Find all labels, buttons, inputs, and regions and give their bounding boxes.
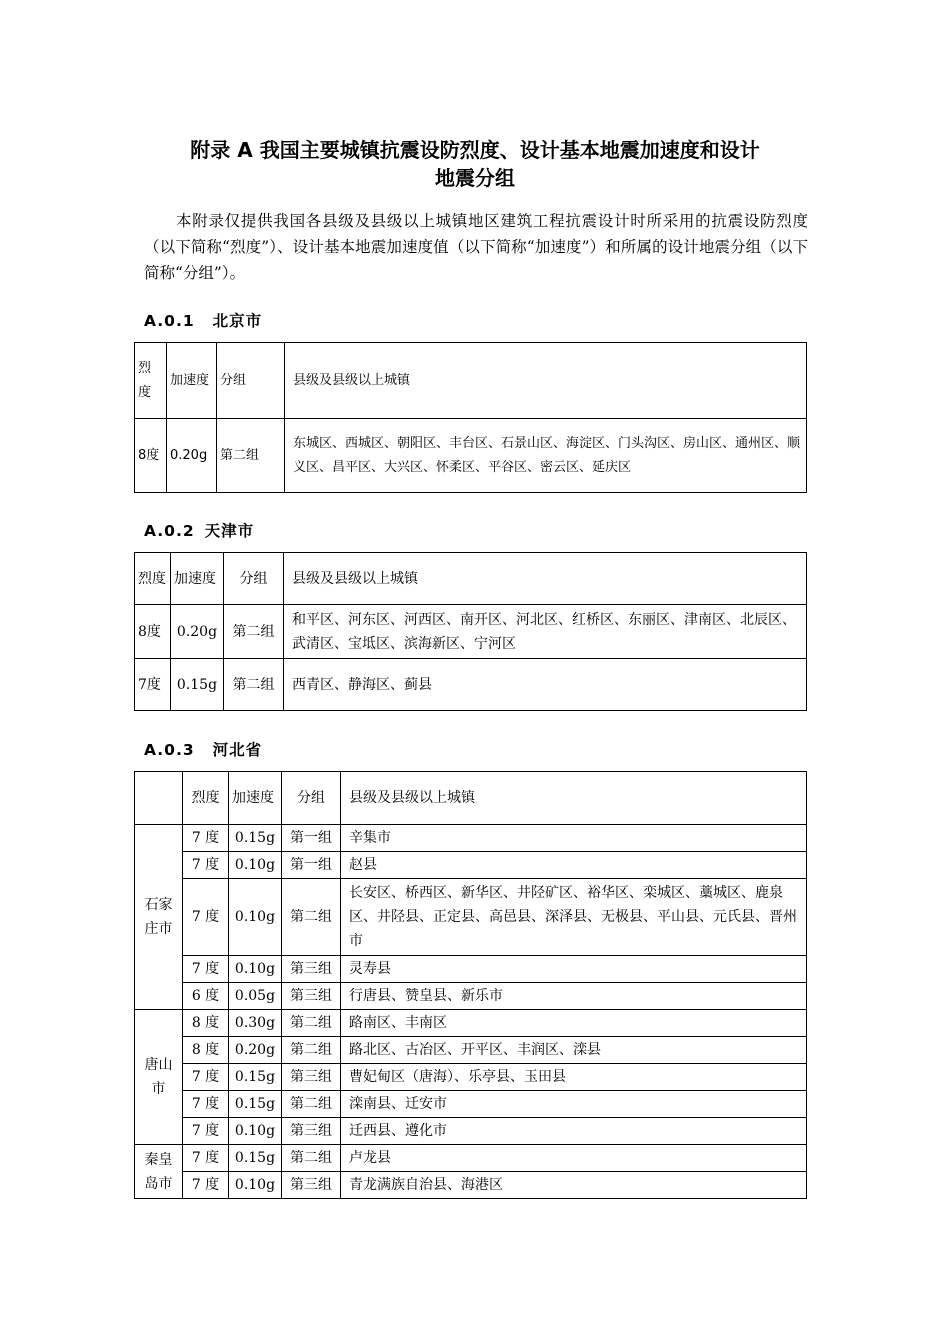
appendix-title-line-1: 附录 A 我国主要城镇抗震设防烈度、设计基本地震加速度和设计 [190,138,760,162]
cell-towns: 赵县 [341,852,807,879]
cell-towns: 卢龙县 [341,1145,807,1172]
cell-city: 唐山市 [135,1010,183,1145]
cell-group: 第三组 [282,956,341,983]
cell-towns: 滦南县、迁安市 [341,1091,807,1118]
section-name: 北京市 [212,312,263,330]
table-row [135,1145,807,1172]
cell-group: 第一组 [282,825,341,852]
section-number: A.0.2 [144,522,195,540]
cell-acceleration: 0.20g [229,1037,282,1064]
cell-intensity: 8度 [135,605,171,659]
cell-group: 第三组 [282,983,341,1010]
header-intensity: 烈度 [135,343,167,419]
cell-intensity: 7 度 [183,879,229,956]
header-group: 分组 [217,343,285,419]
table-tianjin [134,552,807,711]
cell-acceleration: 0.15g [229,1064,282,1091]
cell-intensity: 6 度 [183,983,229,1010]
cell-acceleration: 0.10g [229,1118,282,1145]
cell-acceleration: 0.20g [171,605,224,659]
cell-intensity: 7 度 [183,1064,229,1091]
section-heading-hebei [144,738,262,760]
table-row [135,659,807,711]
cell-towns: 东城区、西城区、朝阳区、丰台区、石景山区、海淀区、门头沟区、房山区、通州区、顺义区、昌平区、大兴区、怀柔区、平谷区、密云区、延庆区 [285,419,807,493]
section-name: 河北省 [212,741,263,759]
table-row [135,1172,807,1199]
section-heading-tianjin [144,519,254,541]
cell-group: 第二组 [282,1037,341,1064]
cell-acceleration: 0.15g [229,1145,282,1172]
header-towns: 县级及县级以上城镇 [284,553,807,605]
table-header-row [135,553,807,605]
cell-group: 第一组 [282,852,341,879]
cell-group: 第二组 [282,1010,341,1037]
cell-towns: 辛集市 [341,825,807,852]
section-name: 天津市 [204,522,255,540]
cell-intensity: 7 度 [183,956,229,983]
cell-towns: 西青区、静海区、蓟县 [284,659,807,711]
cell-intensity: 7度 [135,659,171,711]
table-row [135,419,807,493]
header-group: 分组 [282,772,341,825]
table-row [135,879,807,956]
cell-towns: 行唐县、赞皇县、新乐市 [341,983,807,1010]
cell-intensity: 7 度 [183,852,229,879]
appendix-title [135,136,815,192]
cell-towns: 灵寿县 [341,956,807,983]
cell-group: 第三组 [282,1118,341,1145]
cell-city: 石家庄市 [135,825,183,1010]
cell-group: 第二组 [282,1145,341,1172]
cell-acceleration: 0.15g [229,825,282,852]
header-acceleration: 加速度 [171,553,224,605]
cell-acceleration: 0.15g [171,659,224,711]
cell-city: 秦皇岛市 [135,1145,183,1199]
section-heading-beijing [144,309,262,331]
header-towns: 县级及县级以上城镇 [341,772,807,825]
table-row [135,983,807,1010]
cell-acceleration: 0.10g [229,956,282,983]
cell-group: 第二组 [282,1091,341,1118]
table-row [135,956,807,983]
cell-intensity: 7 度 [183,1145,229,1172]
cell-acceleration: 0.05g [229,983,282,1010]
cell-towns: 青龙满族自治县、海港区 [341,1172,807,1199]
section-number: A.0.3 [144,741,195,759]
cell-acceleration: 0.15g [229,1091,282,1118]
cell-acceleration: 0.20g [167,419,217,493]
intro-paragraph: 本附录仅提供我国各县级及县级以上城镇地区建筑工程抗震设计时所采用的抗震设防烈度（以下简称“烈度”）、设计基本地震加速度值（以下简称“加速度”）和所属的设计地震分组（以下简称“分组”）。 [144,212,808,282]
header-city-blank [135,772,183,825]
table-row [135,1010,807,1037]
cell-towns: 长安区、桥西区、新华区、井陉矿区、裕华区、栾城区、藁城区、鹿泉区、井陉县、正定县、高邑县、深泽县、无极县、平山县、元氏县、晋州市 [341,879,807,956]
cell-towns: 曹妃甸区（唐海）、乐亭县、玉田县 [341,1064,807,1091]
table-beijing [134,342,807,493]
table-row [135,825,807,852]
cell-towns: 路北区、古冶区、开平区、丰润区、滦县 [341,1037,807,1064]
table-row [135,1064,807,1091]
appendix-title-line-2: 地震分组 [435,166,515,190]
table-row [135,852,807,879]
table-row [135,1037,807,1064]
header-intensity: 烈度 [135,553,171,605]
table-hebei [134,771,807,1199]
cell-towns: 路南区、丰南区 [341,1010,807,1037]
cell-intensity: 7 度 [183,1172,229,1199]
cell-acceleration: 0.10g [229,1172,282,1199]
header-group: 分组 [224,553,284,605]
cell-group: 第二组 [224,605,284,659]
table-row [135,1118,807,1145]
header-intensity: 烈度 [183,772,229,825]
cell-group: 第三组 [282,1172,341,1199]
section-number: A.0.1 [144,312,195,330]
cell-group: 第二组 [282,879,341,956]
cell-group: 第三组 [282,1064,341,1091]
cell-towns: 和平区、河东区、河西区、南开区、河北区、红桥区、东丽区、津南区、北辰区、武清区、宝坻区、滨海新区、宁河区 [284,605,807,659]
header-acceleration: 加速度 [167,343,217,419]
cell-intensity: 7 度 [183,825,229,852]
cell-group: 第二组 [217,419,285,493]
table-row [135,1091,807,1118]
cell-acceleration: 0.10g [229,852,282,879]
cell-acceleration: 0.30g [229,1010,282,1037]
cell-intensity: 7 度 [183,1091,229,1118]
table-header-row [135,343,807,419]
table-header-row [135,772,807,825]
cell-intensity: 8 度 [183,1010,229,1037]
cell-towns: 迁西县、遵化市 [341,1118,807,1145]
table-row [135,605,807,659]
cell-intensity: 8度 [135,419,167,493]
cell-group: 第二组 [224,659,284,711]
cell-acceleration: 0.10g [229,879,282,956]
header-acceleration: 加速度 [229,772,282,825]
cell-intensity: 8 度 [183,1037,229,1064]
header-towns: 县级及县级以上城镇 [285,343,807,419]
cell-intensity: 7 度 [183,1118,229,1145]
